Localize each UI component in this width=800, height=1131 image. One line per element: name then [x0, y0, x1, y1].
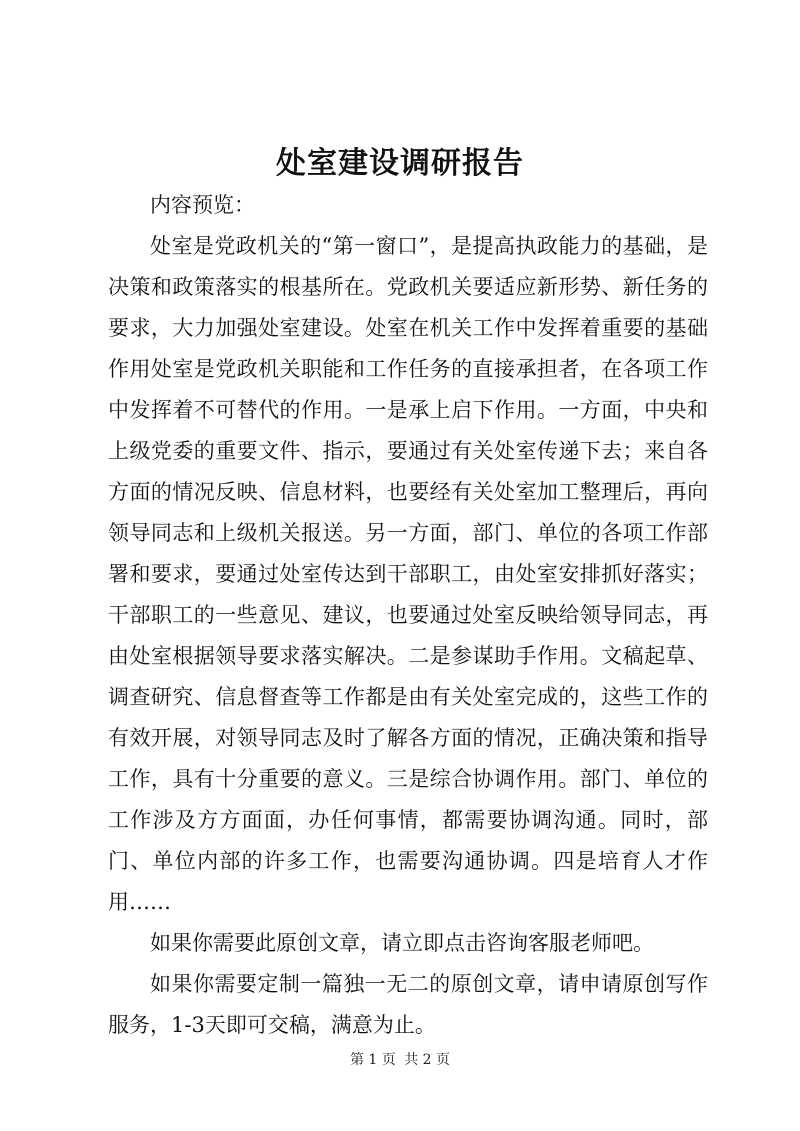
- preview-label: 内容预览：: [150, 193, 255, 217]
- page-footer: [0, 1049, 800, 1069]
- page-total: 共 2 页: [404, 1052, 451, 1068]
- document-body: [108, 185, 708, 1046]
- page-number: 第 1 页: [349, 1052, 396, 1068]
- document-title: 处室建设调研报告: [276, 146, 524, 181]
- main-paragraph: 处室是党政机关的“第一窗口”，是提高执政能力的基础，是决策和政策落实的根基所在。党政机关要适应新形势、新任务的要求，大力加强处室建设。处室在机关工作中发挥着重要的基础作用处室是党政机关职能和工作任务的直接承担者，在各项工作中发挥着不可替代的作用。一是承上启下作用。一方面，中央和上级党委的重要文件、指示，要通过有关处室传递下去；来自各方面的情况反映、信息材料，也要经有关处室加工整理后，再向领导同志和上级机关报送。另一方面，部门、单位的各项工作部署和要求，要通过处室传达到干部职工，由处室安排抓好落实；干部职工的一些意见、建议，也要通过处室反映给领导同志，再由处室根据领导要求落实解决。二是参谋助手作用。文稿起草、调查研究、信息督查等工作都是由有关处室完成的，这些工作的有效开展，对领导同志及时了解各方面的情况，正确决策和指导工作，具有十分重要的意义。三是综合协调作用。部门、单位的工作涉及方方面面，办任何事情，都需要协调沟通。同时，部门、单位内部的许多工作，也需要沟通协调。四是培育人才作用……: [108, 234, 708, 914]
- custom-service-paragraph: 如果你需要定制一篇独一无二的原创文章，请申请原创写作服务，1-3天即可交稿，满意为止。: [108, 972, 708, 1037]
- consult-paragraph: 如果你需要此原创文章，请立即点击咨询客服老师吧。: [150, 931, 654, 955]
